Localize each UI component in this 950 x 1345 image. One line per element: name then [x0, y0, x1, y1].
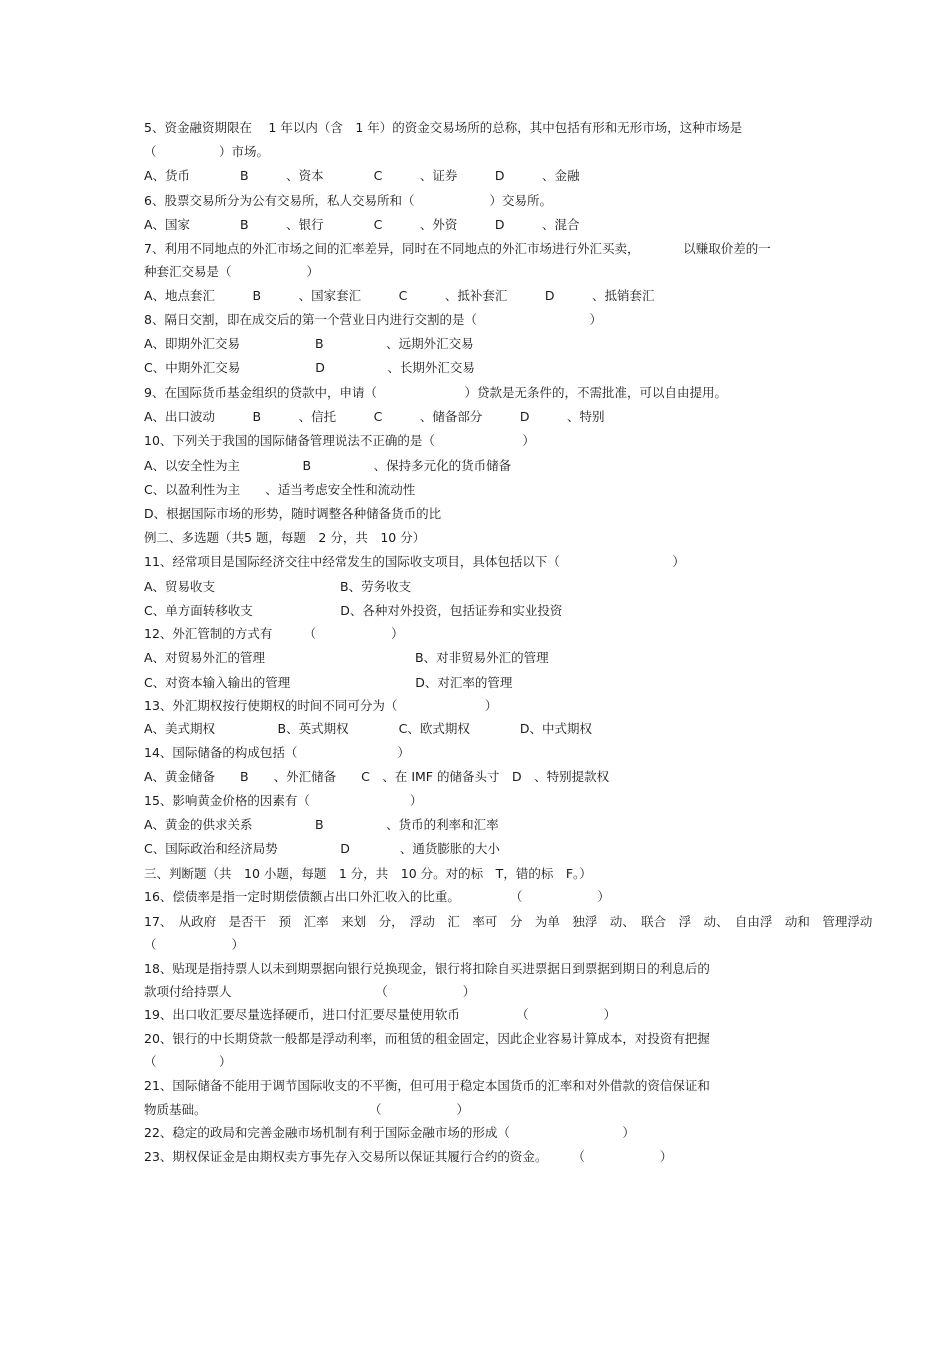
- question-13-stem: 13、外汇期权按行使期权的时间不同可分为（ ）: [144, 698, 498, 713]
- question-7-stem-cont: 种套汇交易是（ ）: [144, 264, 320, 279]
- question-15-options-ab: A、黄金的供求关系 B 、货币的利率和汇率: [144, 817, 499, 832]
- question-15-stem: 15、影响黄金价格的因素有（ ）: [144, 793, 423, 808]
- question-23: 23、期权保证金是由期权卖方事先存入交易所以保证其履行合约的资金。 （ ）: [144, 1149, 673, 1164]
- question-18-cont: 款项付给持票人 （ ）: [144, 984, 476, 999]
- section-3-heading: 三、判断题（共 10 小题，每题 1 分，共 10 分。对的标 T，错的标 F。）: [144, 866, 592, 881]
- question-12-options-ab: A、对贸易外汇的管理 B、对非贸易外汇的管理: [144, 650, 549, 665]
- question-17-cont: （ ）: [144, 937, 245, 952]
- question-10-options-ab: A、以安全性为主 B 、保持多元化的货币储备: [144, 458, 512, 473]
- question-7-options: A、地点套汇 B 、国家套汇 C 、抵补套汇 D 、抵销套汇: [144, 288, 655, 303]
- question-10-option-c: C、以盈利性为主 、适当考虑安全性和流动性: [144, 482, 416, 497]
- question-21-cont: 物质基础。 （ ）: [144, 1102, 470, 1117]
- question-21: 21、国际储备不能用于调节国际收支的不平衡，但可用于稳定本国货币的汇率和对外借款的资信保证和: [144, 1078, 710, 1093]
- question-7-stem: 7、利用不同地点的外汇市场之间的汇率差异，同时在不同地点的外汇市场进行外汇买卖， 以赚取价差的一: [144, 241, 771, 256]
- question-12-options-cd: C、对资本输入输出的管理 D、对汇率的管理: [144, 675, 513, 690]
- question-11-stem: 11、经常项目是国际经济交往中经常发生的国际收支项目，具体包括以下（ ）: [144, 554, 685, 569]
- question-8-options-ab: A、即期外汇交易 B 、远期外汇交易: [144, 336, 474, 351]
- question-8-stem: 8、隔日交割，即在成交后的第一个营业日内进行交割的是（ ）: [144, 312, 602, 327]
- question-11-options-cd: C、单方面转移收支 D、各种对外投资，包括证券和实业投资: [144, 603, 563, 618]
- section-2-heading: 例二、多选题（共5 题，每题 2 分，共 10 分）: [144, 530, 426, 545]
- question-15-options-cd: C、国际政治和经济局势 D 、通货膨胀的大小: [144, 841, 500, 856]
- question-5-stem: 5、资金融资期限在 1 年以内（含 1 年）的资金交易场所的总称，其中包括有形和无形市场，这种市场是: [144, 120, 743, 135]
- question-9-stem: 9、在国际货币基金组织的贷款中，申请（ ）贷款是无条件的，不需批准，可以自由提用。: [144, 385, 727, 400]
- question-19: 19、出口收汇要尽量选择硬币，进口付汇要尽量使用软币 （ ）: [144, 1007, 617, 1022]
- question-5-stem-cont: （ ）市场。: [144, 144, 270, 159]
- question-5-options: A、货币 B 、资本 C 、证券 D 、金融: [144, 168, 580, 183]
- question-10-option-d: D、根据国际市场的形势，随时调整各种储备货币的比: [144, 506, 442, 521]
- question-10-stem: 10、下列关于我国的国际储备管理说法不正确的是（ ）: [144, 433, 535, 448]
- question-6-options: A、国家 B 、银行 C 、外资 D 、混合: [144, 217, 580, 232]
- question-8-options-cd: C、中期外汇交易 D 、长期外汇交易: [144, 360, 475, 375]
- question-17: 17、 从政府 是否干 预 汇率 来划 分， 浮动 汇 率可 分 为单 独浮 动、 联合 浮 动、 自由浮 动和 管理浮动: [144, 914, 873, 929]
- question-18: 18、贴现是指持票人以未到期票据向银行兑换现金，银行将扣除自买进票据日到票据到期日的利息后的: [144, 961, 710, 976]
- question-16: 16、偿债率是指一定时期偿债额占出口外汇收入的比重。 （ ）: [144, 889, 610, 904]
- question-14-options: A、黄金储备 B 、外汇储备 C 、在 IMF 的储备头寸 D 、特别提款权: [144, 769, 610, 784]
- question-9-options: A、出口波动 B 、信托 C 、储备部分 D 、特别: [144, 409, 605, 424]
- question-14-stem: 14、国际储备的构成包括（ ）: [144, 745, 410, 760]
- question-22: 22、稳定的政局和完善金融市场机制有利于国际金融市场的形成（ ）: [144, 1125, 635, 1140]
- question-13-options: A、美式期权 B、英式期权 C、欧式期权 D、中式期权: [144, 721, 592, 736]
- question-11-options-ab: A、贸易收支 B、劳务收支: [144, 579, 412, 594]
- question-20-cont: （ ）: [144, 1054, 232, 1069]
- question-12-stem: 12、外汇管制的方式有 （ ）: [144, 626, 404, 641]
- question-20: 20、银行的中长期贷款一般都是浮动利率，而租赁的租金固定，因此企业容易计算成本，对投资有把握: [144, 1031, 710, 1046]
- question-6-stem: 6、股票交易所分为公有交易所，私人交易所和（ ）交易所。: [144, 193, 552, 208]
